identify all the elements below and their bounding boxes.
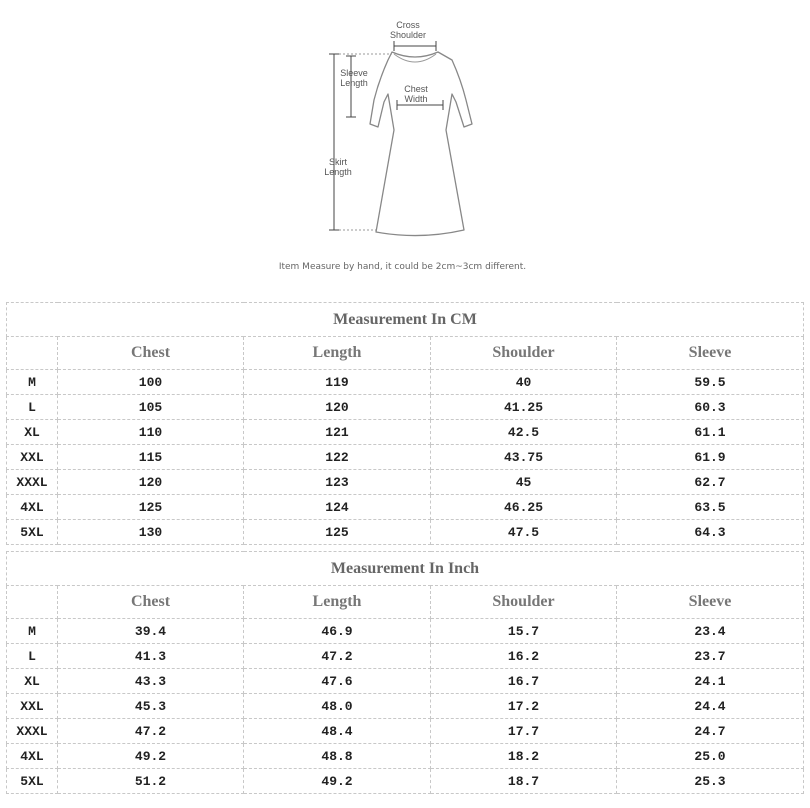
chest-value: 105 bbox=[58, 395, 244, 420]
sleeve-value: 23.7 bbox=[617, 644, 804, 669]
table-row bbox=[7, 470, 804, 495]
size-label: XL bbox=[7, 669, 58, 694]
length-value: 48.8 bbox=[244, 744, 431, 769]
sleeve-value: 61.9 bbox=[617, 445, 804, 470]
cm-header-sleeve: Sleeve bbox=[617, 337, 804, 370]
chest-value: 110 bbox=[58, 420, 244, 445]
shoulder-value: 18.7 bbox=[431, 769, 617, 794]
table-row bbox=[7, 669, 804, 694]
skirt-length-label bbox=[318, 157, 358, 177]
inch-header-row bbox=[7, 586, 804, 619]
skirt-length-label-line1: Skirt bbox=[329, 157, 347, 167]
chest-width-label-line2: Width bbox=[404, 94, 428, 104]
sleeve-value: 59.5 bbox=[617, 370, 804, 395]
sleeve-length-label-line1: Sleeve bbox=[340, 68, 368, 78]
shoulder-value: 43.75 bbox=[431, 445, 617, 470]
table-row bbox=[7, 370, 804, 395]
length-value: 48.0 bbox=[244, 694, 431, 719]
table-row bbox=[7, 420, 804, 445]
chest-value: 120 bbox=[58, 470, 244, 495]
chest-value: 51.2 bbox=[58, 769, 244, 794]
dress-illustration bbox=[0, 0, 810, 300]
chest-width-label bbox=[396, 84, 436, 104]
length-value: 48.4 bbox=[244, 719, 431, 744]
inch-header-length: Length bbox=[244, 586, 431, 619]
shoulder-value: 45 bbox=[431, 470, 617, 495]
inch-header-chest: Chest bbox=[58, 586, 244, 619]
size-label: M bbox=[7, 370, 58, 395]
sleeve-value: 64.3 bbox=[617, 520, 804, 545]
sleeve-length-label-line2: Length bbox=[340, 78, 368, 88]
length-value: 120 bbox=[244, 395, 431, 420]
length-value: 123 bbox=[244, 470, 431, 495]
sleeve-value: 63.5 bbox=[617, 495, 804, 520]
chest-value: 125 bbox=[58, 495, 244, 520]
size-label: XXXL bbox=[7, 719, 58, 744]
table-row bbox=[7, 619, 804, 644]
sleeve-value: 25.0 bbox=[617, 744, 804, 769]
chest-value: 100 bbox=[58, 370, 244, 395]
length-value: 47.2 bbox=[244, 644, 431, 669]
cross-shoulder-label bbox=[388, 20, 428, 40]
shoulder-value: 16.7 bbox=[431, 669, 617, 694]
size-label: XL bbox=[7, 420, 58, 445]
shoulder-value: 15.7 bbox=[431, 619, 617, 644]
table-row bbox=[7, 719, 804, 744]
inch-header-size bbox=[7, 586, 58, 619]
sleeve-value: 24.1 bbox=[617, 669, 804, 694]
size-label: XXXL bbox=[7, 470, 58, 495]
inch-header-shoulder: Shoulder bbox=[431, 586, 617, 619]
chest-value: 43.3 bbox=[58, 669, 244, 694]
cm-size-table bbox=[6, 302, 804, 545]
chest-width-label-line1: Chest bbox=[404, 84, 428, 94]
shoulder-value: 40 bbox=[431, 370, 617, 395]
sleeve-value: 25.3 bbox=[617, 769, 804, 794]
size-label: M bbox=[7, 619, 58, 644]
inch-table-title: Measurement In Inch bbox=[7, 552, 804, 586]
cross-shoulder-label-line2: Shoulder bbox=[389, 30, 427, 40]
shoulder-value: 46.25 bbox=[431, 495, 617, 520]
length-value: 46.9 bbox=[244, 619, 431, 644]
size-label: XXL bbox=[7, 694, 58, 719]
size-label: XXL bbox=[7, 445, 58, 470]
cm-header-length: Length bbox=[244, 337, 431, 370]
inch-header-sleeve: Sleeve bbox=[617, 586, 804, 619]
shoulder-value: 17.7 bbox=[431, 719, 617, 744]
sleeve-length-label bbox=[334, 68, 374, 88]
table-row bbox=[7, 520, 804, 545]
length-value: 119 bbox=[244, 370, 431, 395]
size-label: 4XL bbox=[7, 495, 58, 520]
cm-header-chest: Chest bbox=[58, 337, 244, 370]
length-value: 121 bbox=[244, 420, 431, 445]
table-row bbox=[7, 769, 804, 794]
cross-shoulder-label-line1: Cross bbox=[396, 20, 420, 30]
shoulder-value: 41.25 bbox=[431, 395, 617, 420]
table-row bbox=[7, 744, 804, 769]
size-label: 4XL bbox=[7, 744, 58, 769]
length-value: 122 bbox=[244, 445, 431, 470]
cm-table-title: Measurement In CM bbox=[7, 303, 804, 337]
chest-value: 41.3 bbox=[58, 644, 244, 669]
chest-value: 49.2 bbox=[58, 744, 244, 769]
length-value: 49.2 bbox=[244, 769, 431, 794]
shoulder-value: 16.2 bbox=[431, 644, 617, 669]
shoulder-value: 18.2 bbox=[431, 744, 617, 769]
table-row bbox=[7, 694, 804, 719]
measure-note: Item Measure by hand, it could be 2cm~3cm different. bbox=[278, 262, 527, 272]
table-row bbox=[7, 445, 804, 470]
sleeve-value: 62.7 bbox=[617, 470, 804, 495]
chest-value: 115 bbox=[58, 445, 244, 470]
size-label: 5XL bbox=[7, 520, 58, 545]
chest-value: 130 bbox=[58, 520, 244, 545]
cm-header-shoulder: Shoulder bbox=[431, 337, 617, 370]
length-value: 47.6 bbox=[244, 669, 431, 694]
size-label: 5XL bbox=[7, 769, 58, 794]
table-row bbox=[7, 495, 804, 520]
sleeve-value: 23.4 bbox=[617, 619, 804, 644]
size-label: L bbox=[7, 644, 58, 669]
length-value: 124 bbox=[244, 495, 431, 520]
skirt-length-label-line2: Length bbox=[324, 167, 352, 177]
chest-value: 47.2 bbox=[58, 719, 244, 744]
sleeve-value: 60.3 bbox=[617, 395, 804, 420]
table-row bbox=[7, 395, 804, 420]
shoulder-value: 42.5 bbox=[431, 420, 617, 445]
inch-size-table bbox=[6, 551, 804, 794]
size-label: L bbox=[7, 395, 58, 420]
chest-value: 45.3 bbox=[58, 694, 244, 719]
cm-header-row bbox=[7, 337, 804, 370]
chest-value: 39.4 bbox=[58, 619, 244, 644]
sleeve-value: 24.7 bbox=[617, 719, 804, 744]
cm-header-size bbox=[7, 337, 58, 370]
shoulder-value: 17.2 bbox=[431, 694, 617, 719]
table-row bbox=[7, 644, 804, 669]
sleeve-value: 24.4 bbox=[617, 694, 804, 719]
measurement-diagram bbox=[0, 0, 810, 300]
shoulder-value: 47.5 bbox=[431, 520, 617, 545]
sleeve-value: 61.1 bbox=[617, 420, 804, 445]
length-value: 125 bbox=[244, 520, 431, 545]
